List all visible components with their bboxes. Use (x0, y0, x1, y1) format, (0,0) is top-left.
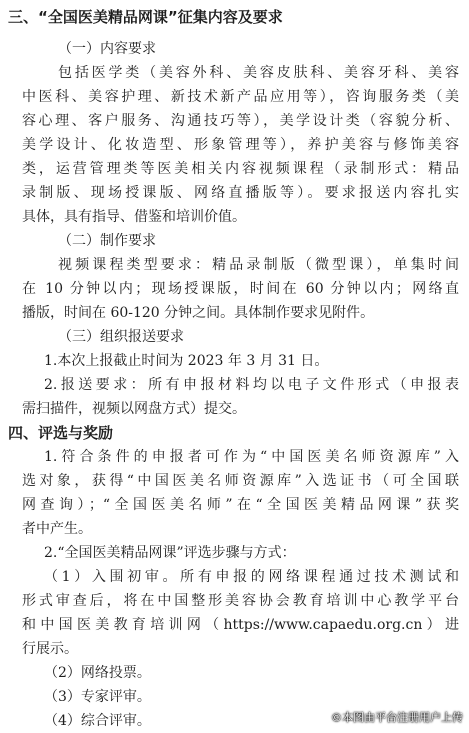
paragraph-line: 网查询）；“全国医美名师”在“全国医美精品网课”获奖 (22, 497, 459, 513)
paragraph-line: 中医科、美容护理、新技术新产品应用等），咨询服务类（美 (22, 89, 459, 105)
paragraph-line: 形式审查后，将在中国整形美容协会教育培训中心教学平台 (22, 593, 459, 609)
paragraph-line: 行展示。 (22, 641, 78, 657)
paragraph-line: 类，运营管理类等医美相关内容视频课程（录制形式：精品 (22, 161, 459, 177)
subsection-1-heading: （一）内容要求 (58, 41, 156, 57)
paragraph-line: （2）网络投票。 (44, 665, 151, 681)
paragraph-line: 视频课程类型要求：精品录制版（微型课），单集时间 (58, 257, 459, 273)
paragraph-line: 容心理、客户服务、沟通技巧等），美学设计类（容貌分析、 (22, 113, 459, 129)
paragraph-line: 2.“全国医美精品网课”评选步骤与方式： (44, 545, 296, 561)
section-4-heading: 四、评选与奖励 (8, 424, 114, 442)
paragraph-line: 2.报送要求：所有申报材料均以电子文件形式（申报表 (44, 377, 459, 393)
paragraph-line: （4）综合评审。 (44, 713, 151, 729)
paragraph-line: 播版，时间在 60-120 分钟之间。具体制作要求见附件。 (22, 305, 375, 321)
section-3-heading: 三、“全国医美精品网课”征集内容及要求 (8, 8, 283, 26)
subsection-3-heading: （三）组织报送要求 (58, 329, 184, 345)
subsection-2-heading: （二）制作要求 (58, 233, 156, 249)
paragraph-line: 选对象，获得“中国医美名师资源库”入选证书（可全国联 (22, 473, 459, 489)
paragraph-line: （3）专家评审。 (44, 689, 151, 705)
paragraph-line: 需扫描件，视频以网盘方式）提交。 (22, 401, 246, 417)
upload-watermark: ©本图由平台注册用户上传 (331, 711, 463, 724)
paragraph-line: 在 10 分钟以内；现场授课版，时间在 60 分钟以内；网络直 (22, 281, 459, 297)
paragraph-line: 美学设计、化妆造型、形象管理等），养护美容与修饰美容 (22, 137, 459, 153)
paragraph-line: 录制版、现场授课版、网络直播版等）。要求报送内容扎实 (22, 185, 459, 201)
paragraph-line: 具体，具有指导、借鉴和培训价值。 (22, 209, 246, 225)
paragraph-line: 和中国医美教育培训网（https://www.capaedu.org.cn）进 (22, 617, 459, 633)
paragraph-line: 1.本次上报截止时间为 2023 年 3 月 31 日。 (44, 353, 329, 369)
paragraph-line: （1）入围初审。所有申报的网络课程通过技术测试和 (44, 569, 459, 585)
paragraph-line: 1.符合条件的申报者可作为“中国医美名师资源库”入 (44, 449, 459, 465)
paragraph-line: 者中产生。 (22, 521, 92, 537)
paragraph-line: 包括医学类（美容外科、美容皮肤科、美容牙科、美容 (58, 65, 459, 81)
